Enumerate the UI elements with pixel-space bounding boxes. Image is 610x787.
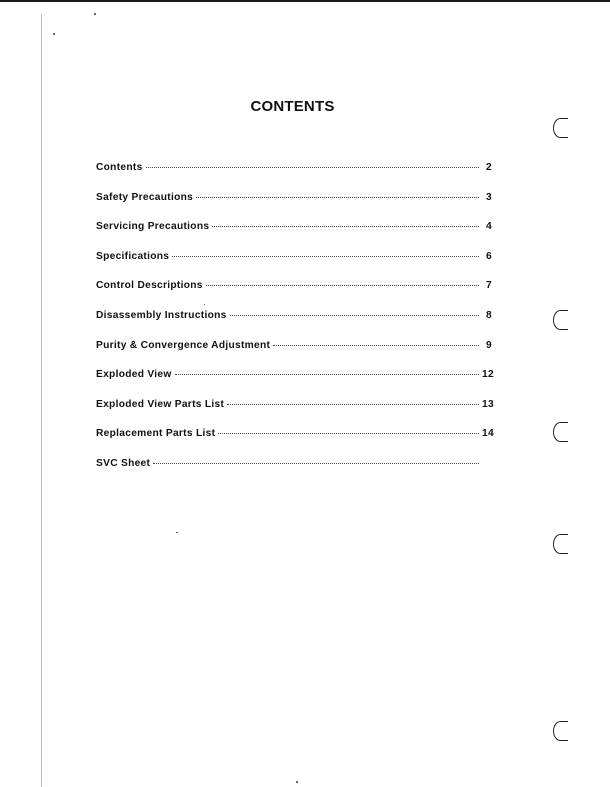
toc-entry	[96, 428, 492, 458]
table-of-contents	[96, 162, 492, 488]
toc-entry-label: Safety Precautions	[96, 191, 194, 203]
toc-dot-leader	[172, 256, 479, 257]
toc-entry-page: 2	[486, 162, 492, 173]
toc-entry-label: Exploded View Parts List	[96, 398, 225, 410]
binder-hole-mark	[553, 310, 568, 330]
toc-entry-label: Purity & Convergence Adjustment	[96, 339, 271, 351]
toc-entry	[96, 399, 492, 429]
toc-entry-label: Specifications	[96, 250, 170, 262]
toc-dot-leader	[196, 197, 479, 198]
toc-dot-leader	[273, 345, 479, 346]
binder-hole-mark	[553, 534, 568, 554]
toc-entry-label: Replacement Parts List	[96, 428, 216, 440]
toc-entry-label: Servicing Precautions	[96, 221, 210, 233]
toc-entry-label: Contents	[96, 162, 143, 173]
toc-entry	[96, 458, 492, 488]
scan-speck	[94, 13, 96, 15]
binder-hole-mark	[553, 422, 568, 442]
toc-dot-leader	[218, 433, 479, 434]
toc-entry-label: Exploded View	[96, 369, 172, 381]
toc-entry	[96, 280, 492, 310]
toc-entry-page: 13	[482, 398, 494, 410]
toc-entry-label: Control Descriptions	[96, 280, 203, 292]
toc-entry	[96, 251, 492, 281]
toc-dot-leader	[227, 404, 479, 405]
toc-entry	[96, 369, 492, 399]
toc-dot-leader	[175, 374, 479, 375]
toc-entry	[96, 310, 492, 340]
toc-entry-page: 9	[486, 339, 492, 351]
scan-speck	[296, 781, 298, 783]
toc-entry-page: 12	[482, 369, 494, 381]
toc-entry	[96, 192, 492, 222]
left-margin-line	[41, 14, 42, 787]
binder-hole-mark	[553, 721, 568, 741]
toc-entry	[96, 340, 492, 370]
scan-speck	[176, 532, 178, 533]
toc-entry	[96, 162, 492, 192]
toc-dot-leader	[230, 315, 479, 316]
toc-entry-page: 7	[486, 280, 492, 292]
toc-entry-label: SVC Sheet	[96, 457, 151, 469]
toc-entry-page: 8	[486, 309, 492, 321]
toc-dot-leader	[146, 167, 479, 168]
top-border-line	[0, 0, 610, 2]
toc-dot-leader	[206, 285, 479, 286]
toc-entry-page: 6	[486, 250, 492, 262]
scan-speck	[53, 33, 55, 35]
toc-dot-leader	[153, 463, 479, 464]
toc-entry-page: 3	[486, 191, 492, 203]
toc-entry-label: Disassembly Instructions	[96, 309, 227, 321]
toc-entry	[96, 221, 492, 251]
page-title: CONTENTS	[250, 98, 335, 115]
toc-entry-page: 14	[482, 428, 494, 440]
toc-dot-leader	[212, 226, 479, 227]
binder-hole-mark	[553, 118, 568, 138]
toc-entry-page: 4	[486, 221, 492, 233]
